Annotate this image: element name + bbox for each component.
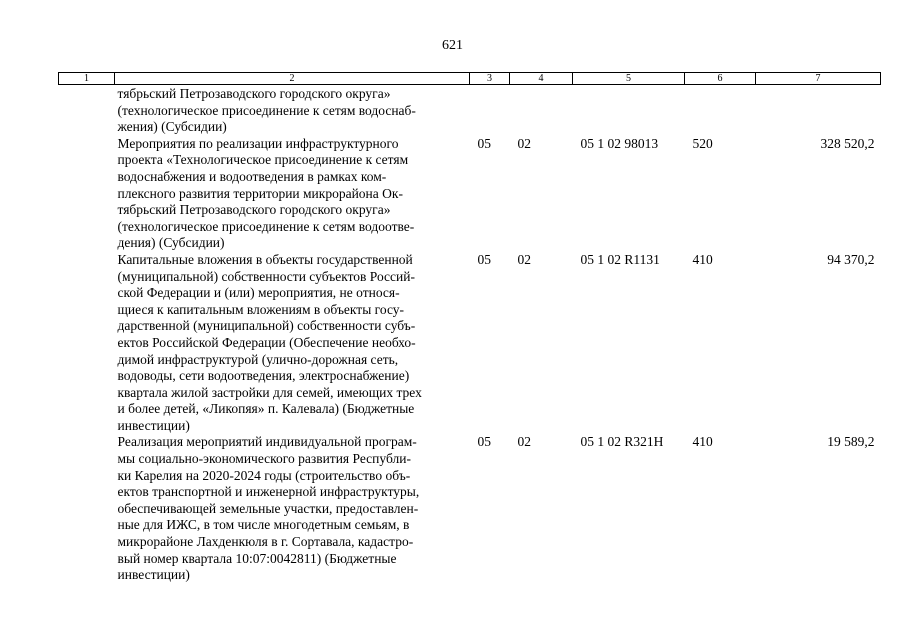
amount-cell: 328 520,2 <box>820 135 875 151</box>
column-header-3: 3 <box>470 73 510 85</box>
amount-cell: 19 589,2 <box>827 434 875 450</box>
section-cell: 05 <box>477 434 491 450</box>
description-line: тябрьский Петрозаводского городского округа» <box>117 202 391 218</box>
table-row <box>59 434 881 583</box>
table-row <box>59 252 881 435</box>
table-row <box>59 85 881 136</box>
column-header-5: 5 <box>573 73 685 85</box>
description-line: ектов Российской Федерации (Обеспечение необхо- <box>117 334 416 350</box>
row-number-cell <box>59 252 115 435</box>
description-cell <box>115 136 470 252</box>
table-header <box>59 73 881 85</box>
subsection-cell: 02 <box>517 251 531 267</box>
description-cell <box>115 434 470 583</box>
target-article-cell: 05 1 02 R1131 <box>580 251 660 267</box>
description-line: (технологическое присоединение к сетям водоснаб- <box>117 102 416 118</box>
table-row <box>59 136 881 252</box>
row-number-cell <box>59 434 115 583</box>
description-cell <box>115 85 470 136</box>
column-header-2: 2 <box>115 73 470 85</box>
description-line: щиеся к капитальным вложениям в объекты госу- <box>117 301 404 317</box>
subsection-cell: 02 <box>517 434 531 450</box>
expense-type-cell: 410 <box>692 434 713 450</box>
expense-type-cell: 520 <box>692 135 713 151</box>
description-line: плексного развития территории микрорайона Ок- <box>117 185 403 201</box>
page-number: 621 <box>442 38 463 53</box>
description-line: димой инфраструктурой (улично-дорожная сеть, <box>117 351 399 367</box>
description-cell <box>115 252 470 435</box>
description-line: инвестиции) <box>117 567 190 583</box>
description-line: микрорайоне Лахденкюля в г. Сортавала, кадастро- <box>117 534 414 550</box>
description-line: тябрьский Петрозаводского городского округа» <box>117 86 391 101</box>
row-number-cell <box>59 136 115 252</box>
column-header-6: 6 <box>685 73 756 85</box>
description-line: обеспечивающей земельные участки, предоставлен- <box>117 500 419 516</box>
target-article-cell <box>573 85 685 136</box>
description-line: жения) (Субсидии) <box>117 119 227 135</box>
subsection-cell <box>510 85 573 136</box>
amount-cell <box>756 85 881 136</box>
column-header-1: 1 <box>59 73 115 85</box>
description-line: (технологическое присоединение к сетям водоотве- <box>117 218 415 234</box>
section-cell <box>470 85 510 136</box>
expense-type-cell: 410 <box>692 251 713 267</box>
description-line: Реализация мероприятий индивидуальной програм- <box>117 434 417 450</box>
description-line: квартала жилой застройки для семей, имеющих трех <box>117 384 422 400</box>
table-body <box>59 85 881 584</box>
description-line: водоводы, сети водоотведения, электроснабжение) <box>117 368 410 384</box>
expense-type-cell <box>685 85 756 136</box>
description-line: ектов транспортной и инженерной инфраструктуры, <box>117 484 420 500</box>
subsection-cell: 02 <box>517 135 531 151</box>
description-line: ки Карелия на 2020-2024 годы (строительство объ- <box>117 467 411 483</box>
description-line: водоснабжения и водоотведения в рамках ком- <box>117 168 387 184</box>
description-line: проекта «Технологическое присоединение к сетям <box>117 152 409 168</box>
target-article-cell: 05 1 02 98013 <box>580 135 659 151</box>
budget-table <box>58 72 881 584</box>
column-header-7: 7 <box>756 73 881 85</box>
description-line: ской Федерации и (или) мероприятия, не относя- <box>117 285 400 301</box>
target-article-cell: 05 1 02 R321H <box>580 434 664 450</box>
description-line: ные для ИЖС, в том числе многодетным семьям, в <box>117 517 410 533</box>
description-line: Мероприятия по реализации инфраструктурного <box>117 135 399 151</box>
row-number-cell <box>59 85 115 136</box>
column-header-4: 4 <box>510 73 573 85</box>
description-line: дарственной (муниципальной) собственности субъ- <box>117 318 416 334</box>
description-line: вый номер квартала 10:07:0042811) (Бюджетные <box>117 550 397 566</box>
description-line: инвестиции) <box>117 417 190 433</box>
amount-cell: 94 370,2 <box>827 251 875 267</box>
description-line: (муниципальной) собственности субъектов Россий- <box>117 268 415 284</box>
section-cell: 05 <box>477 251 491 267</box>
description-line: мы социально-экономического развития Республи- <box>117 451 411 467</box>
description-line: и более детей, «Ликопяя» п. Калевала) (Бюджетные <box>117 401 415 417</box>
section-cell: 05 <box>477 135 491 151</box>
description-line: дения) (Субсидии) <box>117 235 225 251</box>
description-line: Капитальные вложения в объекты государственной <box>117 251 413 267</box>
